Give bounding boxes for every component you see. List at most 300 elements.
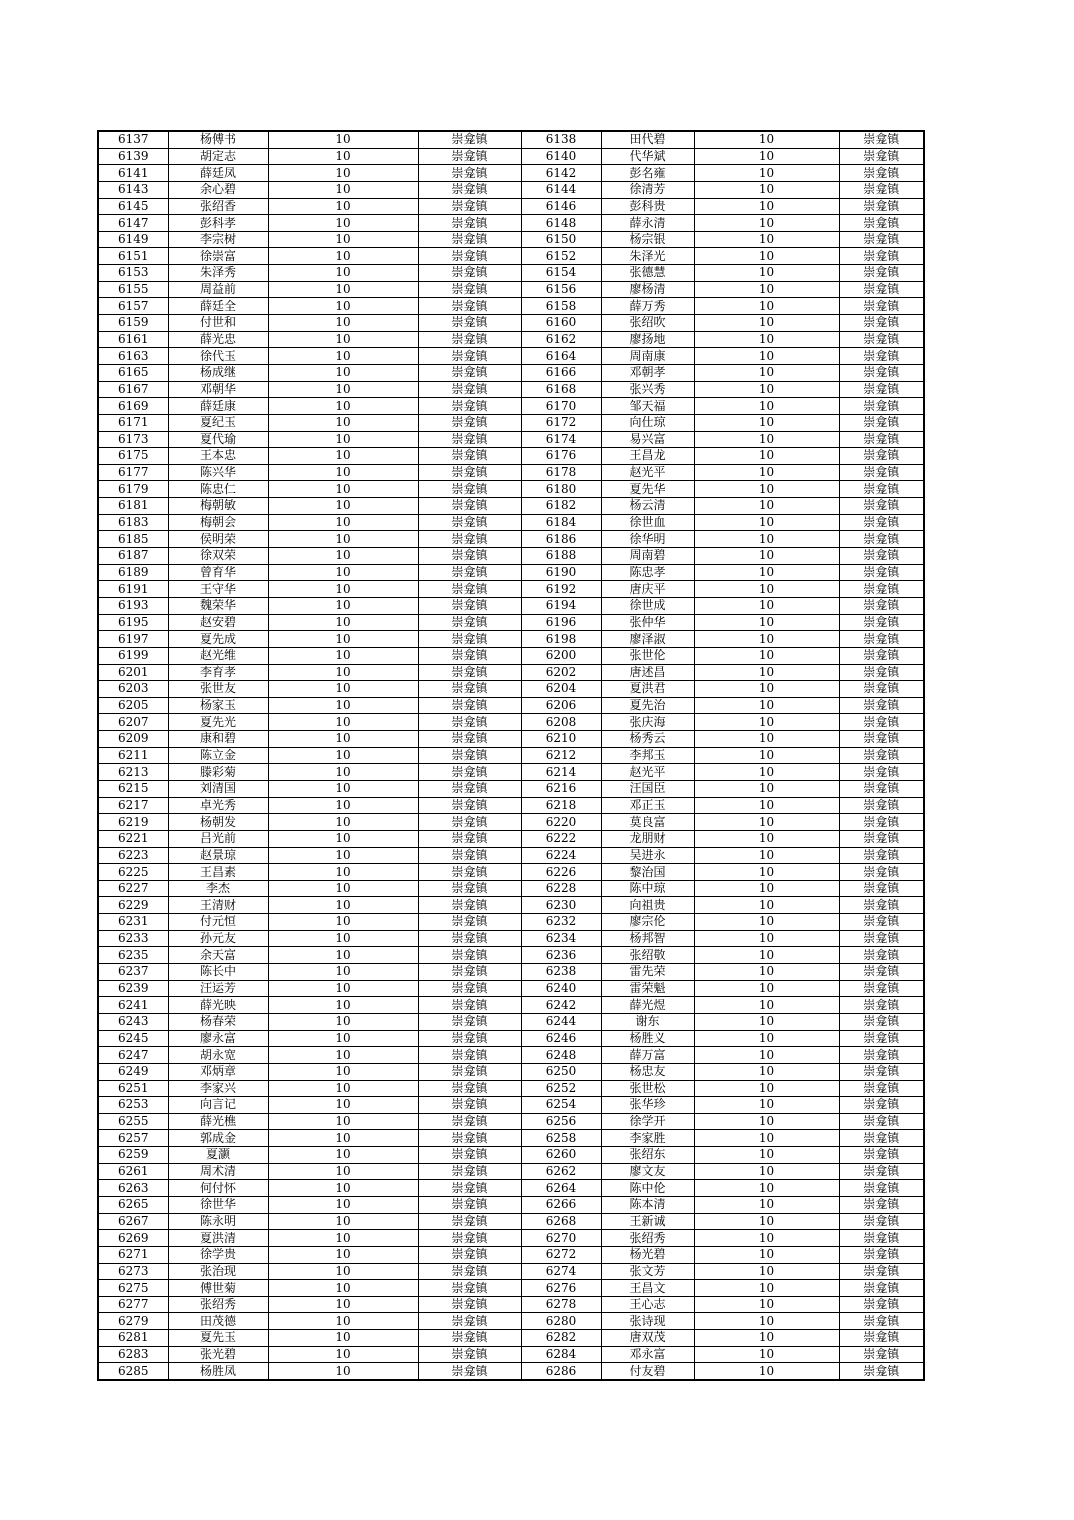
amount-cell: 10 bbox=[268, 131, 418, 148]
town-cell: 崇龛镇 bbox=[418, 814, 521, 831]
amount-cell: 10 bbox=[268, 581, 418, 598]
amount-cell: 10 bbox=[694, 581, 839, 598]
person-name-cell: 向言记 bbox=[168, 1097, 268, 1114]
amount-cell: 10 bbox=[694, 165, 839, 182]
record-number-cell: 6159 bbox=[98, 315, 168, 332]
town-cell: 崇龛镇 bbox=[839, 381, 924, 398]
amount-cell: 10 bbox=[694, 1213, 839, 1230]
person-name-cell: 夏灏 bbox=[168, 1147, 268, 1164]
record-number-cell: 6147 bbox=[98, 215, 168, 232]
amount-cell: 10 bbox=[268, 548, 418, 565]
amount-cell: 10 bbox=[694, 1230, 839, 1247]
record-number-cell: 6172 bbox=[521, 414, 601, 431]
town-cell: 崇龛镇 bbox=[418, 830, 521, 847]
person-name-cell: 孙元友 bbox=[168, 930, 268, 947]
amount-cell: 10 bbox=[694, 731, 839, 748]
town-cell: 崇龛镇 bbox=[418, 1346, 521, 1363]
town-cell: 崇龛镇 bbox=[418, 564, 521, 581]
amount-cell: 10 bbox=[268, 631, 418, 648]
person-name-cell: 张绍东 bbox=[601, 1147, 694, 1164]
record-number-cell: 6151 bbox=[98, 248, 168, 265]
amount-cell: 10 bbox=[694, 248, 839, 265]
amount-cell: 10 bbox=[268, 1030, 418, 1047]
table-row bbox=[98, 398, 924, 415]
town-cell: 崇龛镇 bbox=[839, 148, 924, 165]
person-name-cell: 李家兴 bbox=[168, 1080, 268, 1097]
table-row bbox=[98, 947, 924, 964]
amount-cell: 10 bbox=[268, 531, 418, 548]
record-number-cell: 6252 bbox=[521, 1080, 601, 1097]
table-row bbox=[98, 514, 924, 531]
person-name-cell: 张绍敬 bbox=[601, 947, 694, 964]
person-name-cell: 彭科孝 bbox=[168, 215, 268, 232]
town-cell: 崇龛镇 bbox=[839, 614, 924, 631]
table-row bbox=[98, 764, 924, 781]
person-name-cell: 徐华明 bbox=[601, 531, 694, 548]
table-row bbox=[98, 731, 924, 748]
record-number-cell: 6168 bbox=[521, 381, 601, 398]
person-name-cell: 王昌文 bbox=[601, 1280, 694, 1297]
record-number-cell: 6165 bbox=[98, 364, 168, 381]
amount-cell: 10 bbox=[268, 231, 418, 248]
person-name-cell: 彭科贵 bbox=[601, 198, 694, 215]
amount-cell: 10 bbox=[268, 897, 418, 914]
person-name-cell: 杨春荣 bbox=[168, 1013, 268, 1030]
town-cell: 崇龛镇 bbox=[418, 1280, 521, 1297]
amount-cell: 10 bbox=[694, 1363, 839, 1380]
amount-cell: 10 bbox=[268, 681, 418, 698]
amount-cell: 10 bbox=[268, 697, 418, 714]
town-cell: 崇龛镇 bbox=[418, 697, 521, 714]
person-name-cell: 徐代玉 bbox=[168, 348, 268, 365]
town-cell: 崇龛镇 bbox=[839, 1163, 924, 1180]
amount-cell: 10 bbox=[268, 980, 418, 997]
town-cell: 崇龛镇 bbox=[839, 980, 924, 997]
town-cell: 崇龛镇 bbox=[418, 1063, 521, 1080]
person-name-cell: 徐双荣 bbox=[168, 548, 268, 565]
amount-cell: 10 bbox=[694, 664, 839, 681]
table-row bbox=[98, 1063, 924, 1080]
amount-cell: 10 bbox=[268, 498, 418, 515]
town-cell: 崇龛镇 bbox=[418, 681, 521, 698]
town-cell: 崇龛镇 bbox=[418, 1263, 521, 1280]
town-cell: 崇龛镇 bbox=[839, 797, 924, 814]
table-row bbox=[98, 448, 924, 465]
person-name-cell: 侯明荣 bbox=[168, 531, 268, 548]
table-row bbox=[98, 381, 924, 398]
person-name-cell: 张德慧 bbox=[601, 265, 694, 282]
record-number-cell: 6142 bbox=[521, 165, 601, 182]
record-number-cell: 6162 bbox=[521, 331, 601, 348]
town-cell: 崇龛镇 bbox=[418, 647, 521, 664]
person-name-cell: 向祖贵 bbox=[601, 897, 694, 914]
record-number-cell: 6243 bbox=[98, 1013, 168, 1030]
record-number-cell: 6228 bbox=[521, 880, 601, 897]
record-number-cell: 6222 bbox=[521, 830, 601, 847]
amount-cell: 10 bbox=[268, 830, 418, 847]
town-cell: 崇龛镇 bbox=[418, 1013, 521, 1030]
town-cell: 崇龛镇 bbox=[839, 914, 924, 931]
table-row bbox=[98, 481, 924, 498]
amount-cell: 10 bbox=[268, 714, 418, 731]
amount-cell: 10 bbox=[268, 747, 418, 764]
town-cell: 崇龛镇 bbox=[839, 1363, 924, 1380]
person-name-cell: 周益前 bbox=[168, 281, 268, 298]
record-number-cell: 6174 bbox=[521, 431, 601, 448]
town-cell: 崇龛镇 bbox=[839, 581, 924, 598]
town-cell: 崇龛镇 bbox=[839, 1346, 924, 1363]
person-name-cell: 夏代瑜 bbox=[168, 431, 268, 448]
record-number-cell: 6229 bbox=[98, 897, 168, 914]
amount-cell: 10 bbox=[268, 780, 418, 797]
person-name-cell: 王昌龙 bbox=[601, 448, 694, 465]
amount-cell: 10 bbox=[268, 198, 418, 215]
town-cell: 崇龛镇 bbox=[418, 1313, 521, 1330]
record-number-cell: 6194 bbox=[521, 597, 601, 614]
amount-cell: 10 bbox=[694, 431, 839, 448]
person-name-cell: 李邦玉 bbox=[601, 747, 694, 764]
record-number-cell: 6251 bbox=[98, 1080, 168, 1097]
record-number-cell: 6196 bbox=[521, 614, 601, 631]
table-row bbox=[98, 1363, 924, 1380]
amount-cell: 10 bbox=[268, 364, 418, 381]
record-number-cell: 6163 bbox=[98, 348, 168, 365]
town-cell: 崇龛镇 bbox=[839, 564, 924, 581]
record-number-cell: 6186 bbox=[521, 531, 601, 548]
person-name-cell: 陈中伦 bbox=[601, 1180, 694, 1197]
person-name-cell: 胡定志 bbox=[168, 148, 268, 165]
person-name-cell: 陈兴华 bbox=[168, 464, 268, 481]
amount-cell: 10 bbox=[694, 914, 839, 931]
town-cell: 崇龛镇 bbox=[839, 814, 924, 831]
town-cell: 崇龛镇 bbox=[418, 714, 521, 731]
record-number-cell: 6286 bbox=[521, 1363, 601, 1380]
table-row bbox=[98, 631, 924, 648]
amount-cell: 10 bbox=[268, 864, 418, 881]
table-row bbox=[98, 681, 924, 698]
town-cell: 崇龛镇 bbox=[418, 930, 521, 947]
town-cell: 崇龛镇 bbox=[839, 331, 924, 348]
person-name-cell: 李杰 bbox=[168, 880, 268, 897]
amount-cell: 10 bbox=[268, 1296, 418, 1313]
person-name-cell: 夏纪玉 bbox=[168, 414, 268, 431]
amount-cell: 10 bbox=[694, 1197, 839, 1214]
person-name-cell: 王本忠 bbox=[168, 448, 268, 465]
table-row bbox=[98, 1013, 924, 1030]
record-number-cell: 6144 bbox=[521, 181, 601, 198]
record-number-cell: 6257 bbox=[98, 1130, 168, 1147]
person-name-cell: 汪运芳 bbox=[168, 980, 268, 997]
table-row bbox=[98, 597, 924, 614]
person-name-cell: 夏先华 bbox=[601, 481, 694, 498]
table-row bbox=[98, 1113, 924, 1130]
amount-cell: 10 bbox=[268, 248, 418, 265]
amount-cell: 10 bbox=[694, 1330, 839, 1347]
person-name-cell: 梅朝会 bbox=[168, 514, 268, 531]
amount-cell: 10 bbox=[694, 1080, 839, 1097]
person-name-cell: 王心志 bbox=[601, 1296, 694, 1313]
table-row bbox=[98, 664, 924, 681]
amount-cell: 10 bbox=[694, 548, 839, 565]
record-number-cell: 6192 bbox=[521, 581, 601, 598]
amount-cell: 10 bbox=[268, 1246, 418, 1263]
person-name-cell: 徐世血 bbox=[601, 514, 694, 531]
table-row bbox=[98, 930, 924, 947]
table-row bbox=[98, 1030, 924, 1047]
amount-cell: 10 bbox=[268, 414, 418, 431]
amount-cell: 10 bbox=[268, 764, 418, 781]
record-number-cell: 6226 bbox=[521, 864, 601, 881]
town-cell: 崇龛镇 bbox=[418, 847, 521, 864]
amount-cell: 10 bbox=[268, 1313, 418, 1330]
person-name-cell: 黎治国 bbox=[601, 864, 694, 881]
person-name-cell: 邓炳章 bbox=[168, 1063, 268, 1080]
town-cell: 崇龛镇 bbox=[839, 1197, 924, 1214]
amount-cell: 10 bbox=[694, 1113, 839, 1130]
record-number-cell: 6275 bbox=[98, 1280, 168, 1297]
amount-cell: 10 bbox=[694, 947, 839, 964]
person-name-cell: 周南碧 bbox=[601, 548, 694, 565]
record-number-cell: 6138 bbox=[521, 131, 601, 148]
person-name-cell: 赵景琼 bbox=[168, 847, 268, 864]
town-cell: 崇龛镇 bbox=[839, 1296, 924, 1313]
table-row bbox=[98, 864, 924, 881]
record-number-cell: 6191 bbox=[98, 581, 168, 598]
table-row bbox=[98, 980, 924, 997]
person-name-cell: 王昌素 bbox=[168, 864, 268, 881]
record-number-cell: 6137 bbox=[98, 131, 168, 148]
person-name-cell: 夏先成 bbox=[168, 631, 268, 648]
record-number-cell: 6193 bbox=[98, 597, 168, 614]
record-number-cell: 6211 bbox=[98, 747, 168, 764]
amount-cell: 10 bbox=[694, 880, 839, 897]
town-cell: 崇龛镇 bbox=[839, 880, 924, 897]
town-cell: 崇龛镇 bbox=[418, 1197, 521, 1214]
person-name-cell: 陈忠孝 bbox=[601, 564, 694, 581]
person-name-cell: 杨云清 bbox=[601, 498, 694, 515]
amount-cell: 10 bbox=[694, 814, 839, 831]
town-cell: 崇龛镇 bbox=[418, 1097, 521, 1114]
town-cell: 崇龛镇 bbox=[418, 448, 521, 465]
amount-cell: 10 bbox=[268, 647, 418, 664]
amount-cell: 10 bbox=[694, 331, 839, 348]
record-number-cell: 6268 bbox=[521, 1213, 601, 1230]
amount-cell: 10 bbox=[268, 797, 418, 814]
person-name-cell: 余天富 bbox=[168, 947, 268, 964]
town-cell: 崇龛镇 bbox=[839, 1147, 924, 1164]
record-number-cell: 6150 bbox=[521, 231, 601, 248]
record-number-cell: 6173 bbox=[98, 431, 168, 448]
town-cell: 崇龛镇 bbox=[839, 1230, 924, 1247]
person-name-cell: 杨邦智 bbox=[601, 930, 694, 947]
record-number-cell: 6225 bbox=[98, 864, 168, 881]
record-number-cell: 6175 bbox=[98, 448, 168, 465]
amount-cell: 10 bbox=[268, 281, 418, 298]
town-cell: 崇龛镇 bbox=[418, 964, 521, 981]
person-name-cell: 周南康 bbox=[601, 348, 694, 365]
record-number-cell: 6169 bbox=[98, 398, 168, 415]
person-name-cell: 付元恒 bbox=[168, 914, 268, 931]
table-row bbox=[98, 830, 924, 847]
record-number-cell: 6266 bbox=[521, 1197, 601, 1214]
record-number-cell: 6157 bbox=[98, 298, 168, 315]
amount-cell: 10 bbox=[694, 830, 839, 847]
person-name-cell: 代华斌 bbox=[601, 148, 694, 165]
amount-cell: 10 bbox=[694, 597, 839, 614]
record-number-cell: 6205 bbox=[98, 697, 168, 714]
person-name-cell: 杨成继 bbox=[168, 364, 268, 381]
record-number-cell: 6269 bbox=[98, 1230, 168, 1247]
table-row bbox=[98, 548, 924, 565]
person-name-cell: 张兴秀 bbox=[601, 381, 694, 398]
person-name-cell: 滕彩菊 bbox=[168, 764, 268, 781]
record-number-cell: 6270 bbox=[521, 1230, 601, 1247]
amount-cell: 10 bbox=[694, 1263, 839, 1280]
person-name-cell: 杨朝发 bbox=[168, 814, 268, 831]
town-cell: 崇龛镇 bbox=[418, 531, 521, 548]
town-cell: 崇龛镇 bbox=[418, 464, 521, 481]
amount-cell: 10 bbox=[694, 414, 839, 431]
town-cell: 崇龛镇 bbox=[418, 864, 521, 881]
person-name-cell: 张文芳 bbox=[601, 1263, 694, 1280]
town-cell: 崇龛镇 bbox=[418, 548, 521, 565]
record-number-cell: 6215 bbox=[98, 780, 168, 797]
town-cell: 崇龛镇 bbox=[418, 1330, 521, 1347]
amount-cell: 10 bbox=[268, 381, 418, 398]
town-cell: 崇龛镇 bbox=[418, 148, 521, 165]
amount-cell: 10 bbox=[268, 1213, 418, 1230]
table-row bbox=[98, 131, 924, 148]
town-cell: 崇龛镇 bbox=[418, 1180, 521, 1197]
person-name-cell: 杨忠友 bbox=[601, 1063, 694, 1080]
town-cell: 崇龛镇 bbox=[839, 398, 924, 415]
person-name-cell: 薛永清 bbox=[601, 215, 694, 232]
town-cell: 崇龛镇 bbox=[418, 181, 521, 198]
table-row bbox=[98, 165, 924, 182]
person-name-cell: 郭成金 bbox=[168, 1130, 268, 1147]
record-number-cell: 6260 bbox=[521, 1147, 601, 1164]
person-name-cell: 胡永宽 bbox=[168, 1047, 268, 1064]
person-name-cell: 莫良富 bbox=[601, 814, 694, 831]
town-cell: 崇龛镇 bbox=[839, 764, 924, 781]
amount-cell: 10 bbox=[694, 464, 839, 481]
person-name-cell: 薛廷全 bbox=[168, 298, 268, 315]
record-number-cell: 6233 bbox=[98, 930, 168, 947]
person-name-cell: 杨宗银 bbox=[601, 231, 694, 248]
person-name-cell: 邓永富 bbox=[601, 1346, 694, 1363]
person-name-cell: 薛万秀 bbox=[601, 298, 694, 315]
amount-cell: 10 bbox=[268, 1097, 418, 1114]
person-name-cell: 徐学贵 bbox=[168, 1246, 268, 1263]
town-cell: 崇龛镇 bbox=[418, 231, 521, 248]
town-cell: 崇龛镇 bbox=[418, 414, 521, 431]
person-name-cell: 张仲华 bbox=[601, 614, 694, 631]
person-name-cell: 曾育华 bbox=[168, 564, 268, 581]
person-name-cell: 张绍秀 bbox=[601, 1230, 694, 1247]
town-cell: 崇龛镇 bbox=[839, 1113, 924, 1130]
person-name-cell: 杨胜义 bbox=[601, 1030, 694, 1047]
person-name-cell: 梅朝敏 bbox=[168, 498, 268, 515]
record-number-cell: 6176 bbox=[521, 448, 601, 465]
table-row bbox=[98, 431, 924, 448]
table-row bbox=[98, 697, 924, 714]
amount-cell: 10 bbox=[268, 398, 418, 415]
person-name-cell: 张绍吹 bbox=[601, 315, 694, 332]
town-cell: 崇龛镇 bbox=[418, 281, 521, 298]
town-cell: 崇龛镇 bbox=[839, 780, 924, 797]
table-row bbox=[98, 1280, 924, 1297]
person-name-cell: 杨秀云 bbox=[601, 731, 694, 748]
town-cell: 崇龛镇 bbox=[839, 897, 924, 914]
record-number-cell: 6182 bbox=[521, 498, 601, 515]
record-number-cell: 6197 bbox=[98, 631, 168, 648]
person-name-cell: 雷先荣 bbox=[601, 964, 694, 981]
table-row bbox=[98, 1197, 924, 1214]
town-cell: 崇龛镇 bbox=[418, 1246, 521, 1263]
person-name-cell: 陈本清 bbox=[601, 1197, 694, 1214]
person-name-cell: 廖杨清 bbox=[601, 281, 694, 298]
town-cell: 崇龛镇 bbox=[418, 1080, 521, 1097]
record-number-cell: 6183 bbox=[98, 514, 168, 531]
amount-cell: 10 bbox=[694, 714, 839, 731]
person-name-cell: 刘清国 bbox=[168, 780, 268, 797]
town-cell: 崇龛镇 bbox=[418, 897, 521, 914]
town-cell: 崇龛镇 bbox=[839, 631, 924, 648]
table-row bbox=[98, 564, 924, 581]
town-cell: 崇龛镇 bbox=[418, 780, 521, 797]
town-cell: 崇龛镇 bbox=[839, 1263, 924, 1280]
town-cell: 崇龛镇 bbox=[418, 914, 521, 931]
record-number-cell: 6198 bbox=[521, 631, 601, 648]
record-number-cell: 6276 bbox=[521, 1280, 601, 1297]
person-name-cell: 廖扬地 bbox=[601, 331, 694, 348]
amount-cell: 10 bbox=[694, 897, 839, 914]
person-name-cell: 徐世华 bbox=[168, 1197, 268, 1214]
amount-cell: 10 bbox=[694, 1130, 839, 1147]
amount-cell: 10 bbox=[694, 481, 839, 498]
record-number-cell: 6264 bbox=[521, 1180, 601, 1197]
amount-cell: 10 bbox=[268, 348, 418, 365]
town-cell: 崇龛镇 bbox=[839, 231, 924, 248]
person-name-cell: 李宗树 bbox=[168, 231, 268, 248]
person-name-cell: 杨傅书 bbox=[168, 131, 268, 148]
amount-cell: 10 bbox=[694, 131, 839, 148]
record-number-cell: 6218 bbox=[521, 797, 601, 814]
amount-cell: 10 bbox=[268, 448, 418, 465]
person-name-cell: 夏洪君 bbox=[601, 681, 694, 698]
person-name-cell: 张治现 bbox=[168, 1263, 268, 1280]
person-name-cell: 邓正玉 bbox=[601, 797, 694, 814]
town-cell: 崇龛镇 bbox=[839, 165, 924, 182]
town-cell: 崇龛镇 bbox=[418, 514, 521, 531]
town-cell: 崇龛镇 bbox=[418, 797, 521, 814]
amount-cell: 10 bbox=[268, 1063, 418, 1080]
record-number-cell: 6240 bbox=[521, 980, 601, 997]
table-row bbox=[98, 714, 924, 731]
amount-cell: 10 bbox=[268, 514, 418, 531]
record-number-cell: 6282 bbox=[521, 1330, 601, 1347]
town-cell: 崇龛镇 bbox=[839, 1213, 924, 1230]
amount-cell: 10 bbox=[694, 1180, 839, 1197]
amount-cell: 10 bbox=[694, 697, 839, 714]
person-name-cell: 傅世菊 bbox=[168, 1280, 268, 1297]
person-name-cell: 夏先治 bbox=[601, 697, 694, 714]
town-cell: 崇龛镇 bbox=[418, 631, 521, 648]
amount-cell: 10 bbox=[694, 847, 839, 864]
town-cell: 崇龛镇 bbox=[418, 764, 521, 781]
record-number-cell: 6235 bbox=[98, 947, 168, 964]
table-row bbox=[98, 964, 924, 981]
